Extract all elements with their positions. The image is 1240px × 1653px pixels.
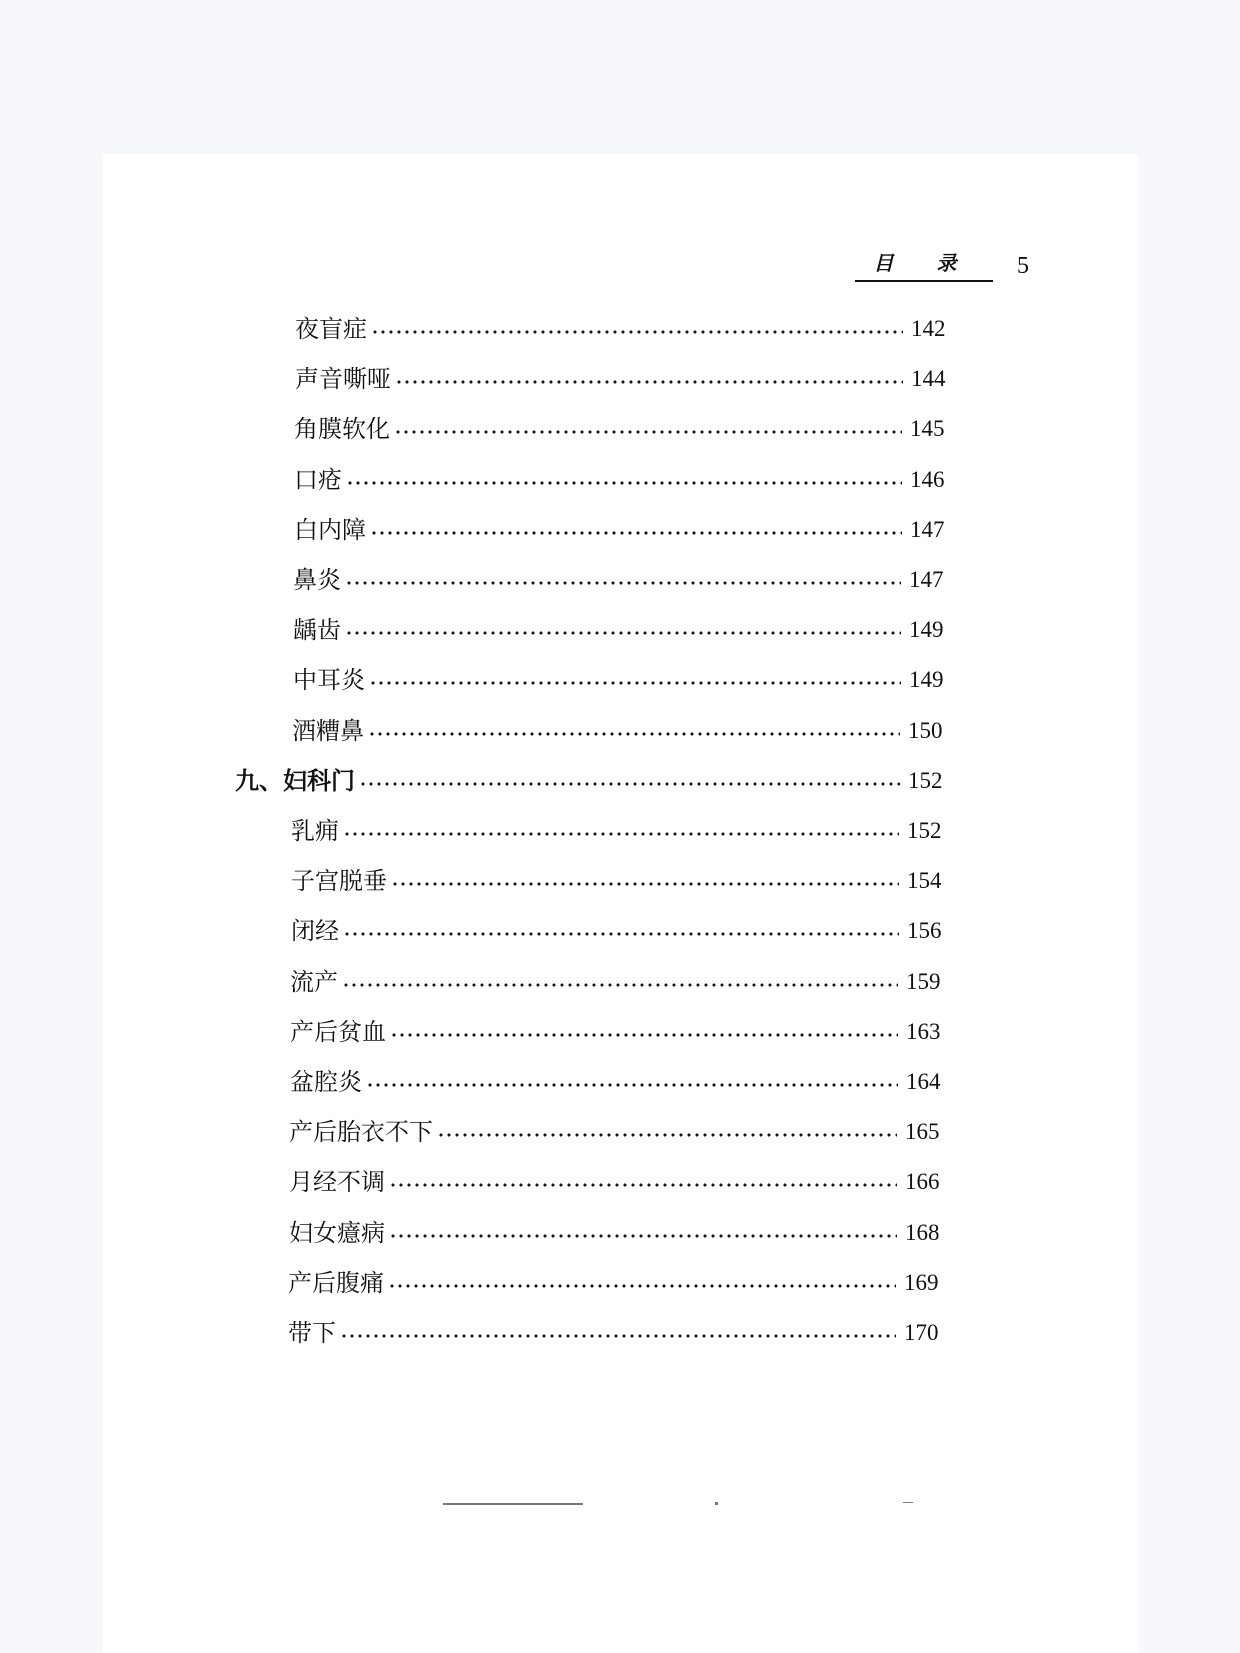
toc-entry-label: 乳痈 <box>291 817 339 845</box>
toc-entry-page: 149 <box>909 617 944 642</box>
toc-entry-row <box>289 1164 949 1200</box>
table-of-contents <box>103 154 1139 1653</box>
dot-leader <box>389 1183 897 1187</box>
toc-entry-page: 147 <box>909 567 944 592</box>
toc-entry-label: 声音嘶哑 <box>295 365 391 393</box>
scan-mark <box>903 1502 913 1503</box>
toc-entry-page: 159 <box>906 969 941 994</box>
toc-entry-label: 妇女癔病 <box>289 1219 385 1247</box>
dot-leader <box>366 1083 898 1087</box>
toc-entry-row <box>290 1014 950 1050</box>
toc-entry-row <box>293 612 953 648</box>
toc-entry-label: 九、妇科门 <box>235 767 355 795</box>
toc-entry-page: 146 <box>910 467 945 492</box>
toc-entry-row <box>293 562 953 598</box>
toc-section-row <box>235 763 952 799</box>
toc-entry-page: 147 <box>910 517 945 542</box>
dot-leader <box>390 1033 898 1037</box>
toc-entry-row <box>291 913 951 949</box>
toc-entry-row <box>291 863 951 899</box>
dot-leader <box>345 631 901 635</box>
toc-entry-page: 145 <box>910 416 945 441</box>
dot-leader <box>343 932 899 936</box>
toc-entry-row <box>291 813 951 849</box>
toc-entry-label: 盆腔炎 <box>290 1068 362 1096</box>
toc-entry-row <box>292 713 952 749</box>
toc-entry-page: 170 <box>904 1320 939 1345</box>
toc-entry-label: 鼻炎 <box>293 566 341 594</box>
toc-entry-page: 169 <box>904 1270 939 1295</box>
toc-entry-label: 白内障 <box>294 516 366 544</box>
toc-entry-label: 龋齿 <box>293 616 341 644</box>
dot-leader <box>371 330 903 334</box>
dot-leader <box>359 782 900 786</box>
dot-leader <box>343 832 899 836</box>
toc-entry-label: 夜盲症 <box>295 315 367 343</box>
toc-entry-page: 164 <box>906 1069 941 1094</box>
dot-leader <box>370 531 902 535</box>
toc-entry-page: 150 <box>908 718 943 743</box>
dot-leader <box>342 983 898 987</box>
toc-entry-page: 165 <box>905 1119 940 1144</box>
dot-leader <box>345 581 901 585</box>
toc-entry-page: 156 <box>907 918 942 943</box>
toc-entry-label: 闭经 <box>291 917 339 945</box>
page-number: 5 <box>1017 253 1029 279</box>
scan-mark <box>443 1503 583 1505</box>
dot-leader <box>394 430 902 434</box>
dot-leader <box>391 882 899 886</box>
toc-entry-page: 149 <box>909 667 944 692</box>
toc-entry-row <box>288 1265 948 1301</box>
dot-leader <box>368 732 900 736</box>
toc-entry-label: 角膜软化 <box>294 415 390 443</box>
toc-entry-label: 产后胎衣不下 <box>289 1118 433 1146</box>
toc-entry-row <box>293 662 953 698</box>
dot-leader <box>389 1234 897 1238</box>
toc-entry-label: 子宫脱垂 <box>291 867 387 895</box>
toc-entry-row <box>289 1114 949 1150</box>
scan-mark <box>715 1502 718 1505</box>
toc-entry-row <box>294 512 954 548</box>
toc-entry-label: 流产 <box>290 968 338 996</box>
toc-entry-row <box>294 462 954 498</box>
toc-entry-label: 酒糟鼻 <box>292 717 364 745</box>
header-title: 目 录 <box>873 251 975 275</box>
toc-entry-label: 月经不调 <box>289 1168 385 1196</box>
toc-entry-page: 144 <box>911 366 946 391</box>
dot-leader <box>369 681 901 685</box>
dot-leader <box>437 1133 897 1137</box>
dot-leader <box>395 380 903 384</box>
toc-entry-page: 152 <box>908 768 943 793</box>
toc-entry-page: 152 <box>907 818 942 843</box>
document-page <box>103 154 1139 1653</box>
dot-leader <box>388 1284 896 1288</box>
toc-entry-page: 142 <box>911 316 946 341</box>
toc-entry-page: 154 <box>907 868 942 893</box>
toc-entry-page: 168 <box>905 1220 940 1245</box>
dot-leader <box>340 1334 896 1338</box>
toc-entry-row <box>295 311 955 347</box>
toc-entry-row <box>294 411 954 447</box>
toc-entry-label: 产后腹痛 <box>288 1269 384 1297</box>
toc-entry-label: 产后贫血 <box>290 1018 386 1046</box>
toc-entry-label: 口疮 <box>294 466 342 494</box>
toc-entry-row <box>295 361 955 397</box>
toc-entry-label: 中耳炎 <box>293 666 365 694</box>
toc-entry-row <box>290 964 950 1000</box>
toc-entry-row <box>290 1064 950 1100</box>
toc-entry-row <box>288 1315 948 1351</box>
toc-entry-row <box>289 1215 949 1251</box>
dot-leader <box>346 481 902 485</box>
toc-entry-page: 163 <box>906 1019 941 1044</box>
toc-entry-page: 166 <box>905 1169 940 1194</box>
toc-entry-label: 带下 <box>288 1319 336 1347</box>
